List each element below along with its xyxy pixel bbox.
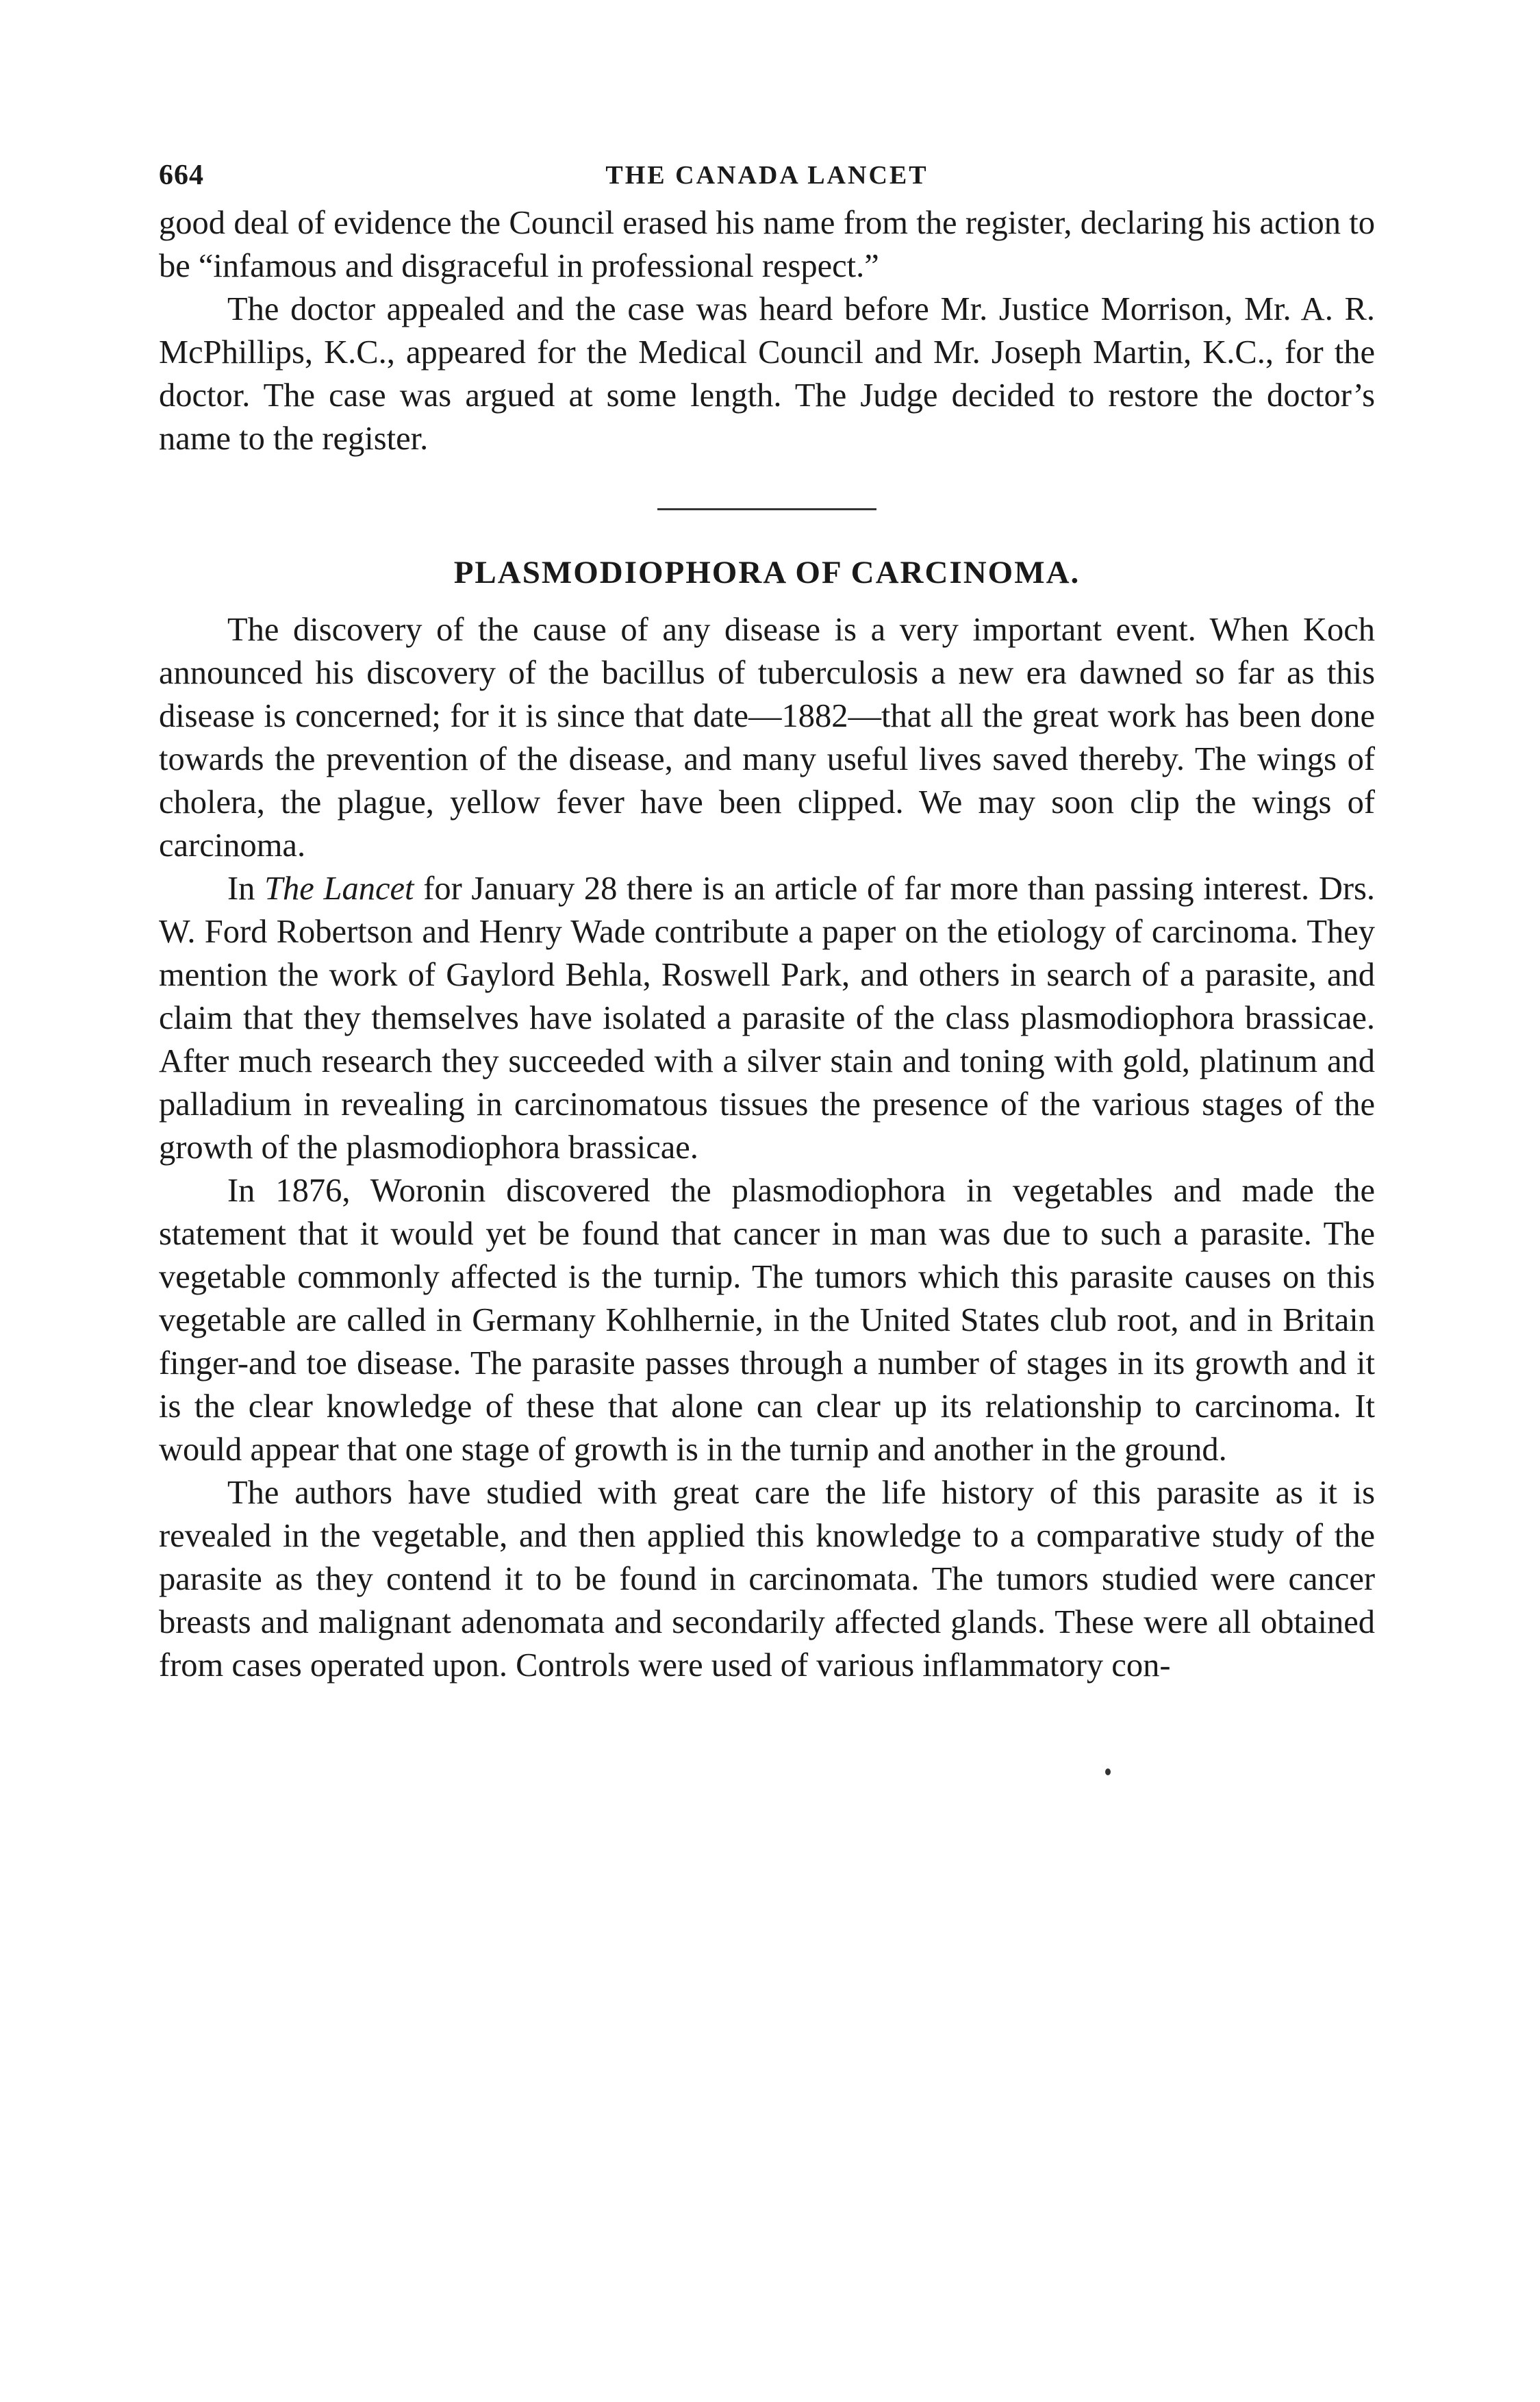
section-divider [657,508,876,510]
continued-text [159,201,1375,460]
journal-title: THE CANADA LANCET [605,161,929,190]
article-title: PLASMODIOPHORA OF CARCINOMA. [453,555,1081,590]
paragraph: The authors have studied with great care the life history of this parasite as it is revealed in the vegetable, and then applied this knowledge to a comparative study of the parasite as they contend it to be found in carcinomata. The tumors studied were cancer breasts and malignant adenomata and secondarily affected glands. These were all obtained from cases operated upon. Controls were used of various inflammatory con- [159,1475,1375,1684]
document-page [159,153,1375,1687]
paragraph-lead: In [227,871,265,907]
paragraph-rest: for January 28 there is an article of far more than passing interest. Drs. W. Ford Robertson and Henry Wade contribute a paper on the etiology of carcinoma. They mention the work of Gaylord Behla, Roswell Park, and others in search of a parasite, and claim that they themselves have isolated a parasite of the class plasmodiophora brassicae. After much research they succeeded with a silver stain and toning with gold, platinum and palladium in revealing in carcinomatous tissues the presence of the various stages of the growth of the plasmodiophora brassicae. [159,871,1375,1166]
paragraph: The discovery of the cause of any disease is a very important event. When Koch announced his discovery of the bacillus of tuberculosis a new era dawned so far as this disease is concerned; for it is since that date—1882—that all the great work has been done towards the prevention of the disease, and many useful lives saved thereby. The wings of cholera, the plague, yellow fever have been clipped. We may soon clip the wings of carcinoma. [159,612,1375,864]
paragraph: In 1876, Woronin discovered the plasmodiophora in vegetables and made the statement that it would yet be found that cancer in man was due to such a parasite. The vegetable commonly affected is the turnip. The tumors which this parasite causes on this vegetable are called in Germany Kohlhernie, in the United States club root, and in Britain finger-and toe disease. The parasite passes through a number of stages in its growth and it is the clear knowledge of these that alone can clear up its relationship to carcinoma. It would appear that one stage of growth is in the turnip and another in the ground. [159,1173,1375,1468]
page-number: 664 [159,160,204,191]
paragraph: The doctor appealed and the case was heard before Mr. Justice Morrison, Mr. A. R. McPhillips, K.C., appeared for the Medical Council and Mr. Joseph Martin, K.C., for the doctor. The case was argued at some length. The Judge decided to restore the doctor’s name to the register. [159,291,1375,457]
ink-speck [1105,1768,1111,1775]
running-head [159,153,1375,201]
journal-reference: The Lancet [264,871,414,907]
paragraph [159,867,1375,1169]
paragraph: good deal of evidence the Council erased his name from the register, declaring his action to be “infamous and disgraceful in professional respect.” [159,205,1375,284]
article-body [159,608,1375,1687]
